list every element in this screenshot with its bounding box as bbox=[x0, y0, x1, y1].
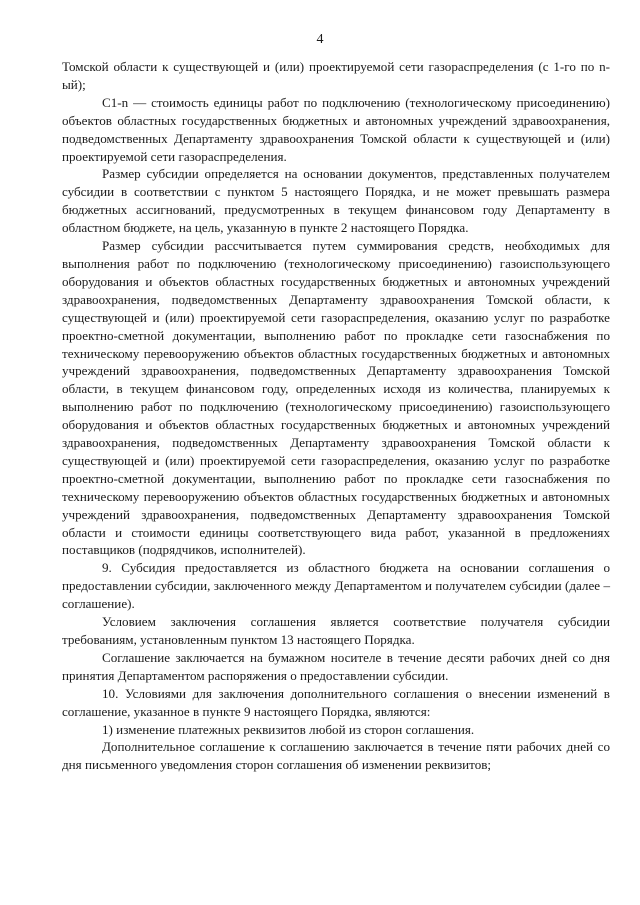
page-number: 4 bbox=[316, 32, 324, 47]
paragraph-item-10-1: 1) изменение платежных реквизитов любой из сторон соглашения. bbox=[102, 721, 475, 737]
document-body bbox=[62, 58, 610, 774]
paragraph-subsidy-amount-determination: Размер субсидии определяется на основании документов, представленных получателем субсидии в соответствии с пунктом 5 настоящего Порядка, и не может превышать размера бюджетных ассигнований, предусмотренных в текущем финансовом году Департаменту в областном бюджете, на цель, указанную в пункте 2 настоящего Порядка. bbox=[62, 166, 610, 236]
paragraph-item-10: 10. Условиями для заключения дополнительного соглашения о внесении изменений в соглашение, указанное в пункте 9 настоящего Порядка, являются: bbox=[62, 685, 610, 719]
paragraph-item-9: 9. Субсидия предоставляется из областного бюджета на основании соглашения о предоставлении субсидии, заключенного между Департаментом и получателем субсидии (далее – соглашение). bbox=[62, 560, 610, 612]
paragraph-continuation: Томской области к существующей и (или) проектируемой сети газораспределения (с 1-го по n-ый); bbox=[62, 59, 610, 92]
paragraph-supplementary-agreement: Дополнительное соглашение к соглашению заключается в течение пяти рабочих дней со дня письменного уведомления сторон соглашения об изменении реквизитов; bbox=[62, 739, 610, 773]
paragraph-subsidy-amount-calculation: Размер субсидии рассчитывается путем суммирования средств, необходимых для выполнения работ по подключению (технологическому присоединению) газоиспользующего оборудования и объектов областных государственных бюджетных и автономных учреждений здравоохранения, подведомственных Департаменту здравоохранения Томской области, к существующей и (или) проектируемой сети газораспределения, оказанию услуг по разработке проектно-сметной документации, выполнению работ по прокладке сети газоснабжения по техническому перевооружению объектов областных государственных бюджетных и автономных учреждений здравоохранения, подведомственных Департаменту здравоохранения Томской области, в текущем финансовом году, определенных исходя из количества, планируемых к выполнению работ по подключению (технологическому присоединению) газоиспользующего оборудования и объектов областных государственных бюджетных и автономных учреждений здравоохранения, подведомственных Департаменту здравоохранения Томской области к существующей и (или) проектируемой сети газораспределения, оказанию услуг по разработке проектно-сметной документации, выполнению работ по прокладке сети газоснабжения по техническому перевооружению объектов областных государственных бюджетных и автономных учреждений здравоохранения, подведомственных Департаменту здравоохранения Томской области и стоимости единицы соответствующего вида работ, указанной в предложениях поставщиков (подрядчиков, исполнителей). bbox=[62, 238, 610, 558]
paragraph-c1n-definition: C1-n — стоимость единицы работ по подключению (технологическому присоединению) объектов областных государственных бюджетных и автономных учреждений здравоохранения, подведомственных Департаменту здравоохранения Томской области к существующей и (или) проектируемой сети газораспределения. bbox=[62, 94, 610, 164]
paragraph-agreement-condition: Условием заключения соглашения является соответствие получателя субсидии требованиям, установленным пунктом 13 настоящего Порядка. bbox=[62, 614, 610, 647]
paragraph-agreement-term: Соглашение заключается на бумажном носителе в течение десяти рабочих дней со дня принятия Департаментом распоряжения о предоставлении субсидии. bbox=[62, 649, 610, 683]
